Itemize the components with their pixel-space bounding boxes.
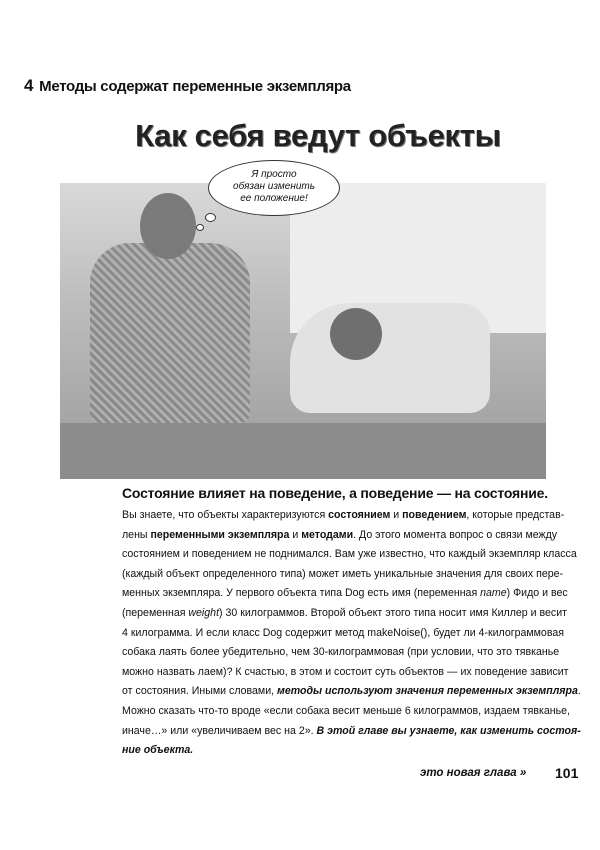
footer-note: это новая глава »: [420, 767, 527, 779]
body-text-segment: (каждый объект определенного типа) может иметь уникальные значения для своих пере-: [122, 567, 564, 580]
body-text-segment: . До этого момента вопрос о связи между: [353, 528, 558, 541]
emphasis-text: переменными экземпляра: [150, 528, 290, 541]
body-text-segment: состоянием и поведением не поднимался. Вам уже известно, что каждый экземпляр класса: [122, 548, 577, 561]
bubble-line: Я просто: [251, 169, 297, 180]
body-text: [122, 506, 594, 761]
body-text-segment: ) 30 килограммов. Второй объект этого типа носит имя Киллер и весит: [219, 606, 567, 619]
body-text-segment: (переменная: [122, 606, 189, 619]
emphasis-text: name: [480, 587, 507, 600]
body-text-segment: от состояния. Иными словами,: [122, 685, 278, 698]
body-line: [122, 682, 594, 702]
body-text-segment: собака лаять более убедительно, чем 30-килограммовая (при условии, что это тявканье: [122, 646, 560, 659]
body-text-segment: лены: [122, 528, 151, 541]
chapter-title: Методы содержат переменные экземпляра: [39, 78, 351, 95]
body-text-segment: 4 килограмма. И если класс Dog содержит метод makeNoise(), будет ли 4-килограммовая: [122, 626, 564, 639]
body-line: [122, 506, 594, 526]
body-text-segment: можно назвать лаем)? К счастью, в этом и состоит суть объектов — их поведение зависит: [122, 665, 569, 678]
body-text-segment: и: [390, 509, 403, 521]
body-line: [122, 565, 594, 585]
body-text-segment: менных экземпляра. У первого объекта типа Dog есть имя (переменная: [122, 587, 481, 600]
bubble-line: обязан изменить: [233, 181, 315, 192]
body-line: [122, 722, 594, 742]
body-line: [122, 545, 594, 565]
body-line: [122, 624, 594, 644]
body-line: [122, 643, 594, 663]
emphasis-text: weight: [188, 606, 220, 619]
emphasis-text: методами: [301, 528, 354, 541]
body-text-segment: иначе…» или «увеличиваем вес на 2».: [122, 724, 317, 737]
body-line: [122, 663, 594, 683]
chapter-number: 4: [24, 76, 34, 95]
body-line: [122, 584, 594, 604]
bubble-line: ее положение!: [240, 193, 308, 204]
page-number: 101: [555, 765, 579, 781]
body-text-segment: Можно сказать что-то вроде «если собака весит меньше 6 килограммов, издаем тявканье,: [122, 704, 570, 717]
body-text-segment: , которые представ-: [466, 509, 565, 521]
body-text-segment: ) Фидо и вес: [506, 587, 568, 600]
body-text-segment: и: [289, 528, 302, 541]
thought-dot: [205, 213, 216, 222]
body-text-segment: .: [577, 685, 581, 698]
photo-illustration: [60, 183, 546, 479]
section-subheading: Состояние влияет на поведение, а поведение — на состояние.: [122, 485, 548, 501]
emphasis-text: состоянием: [328, 509, 391, 521]
body-line: [122, 702, 594, 722]
page-title: Как себя ведут объекты: [135, 118, 501, 153]
body-line: [122, 741, 594, 761]
body-line: [122, 526, 594, 546]
emphasis-text: методы используют значения переменных экземпляра: [277, 685, 578, 698]
emphasis-text: В этой главе вы узнаете, как изменить состоя-: [316, 724, 581, 737]
emphasis-text: ние объекта.: [122, 744, 194, 757]
chapter-header: [24, 76, 351, 96]
emphasis-text: поведением: [402, 509, 467, 521]
thought-bubble: [208, 160, 340, 216]
body-line: [122, 604, 594, 624]
body-text-segment: Вы знаете, что объекты характеризуются: [122, 509, 329, 521]
thought-dot: [196, 224, 204, 231]
